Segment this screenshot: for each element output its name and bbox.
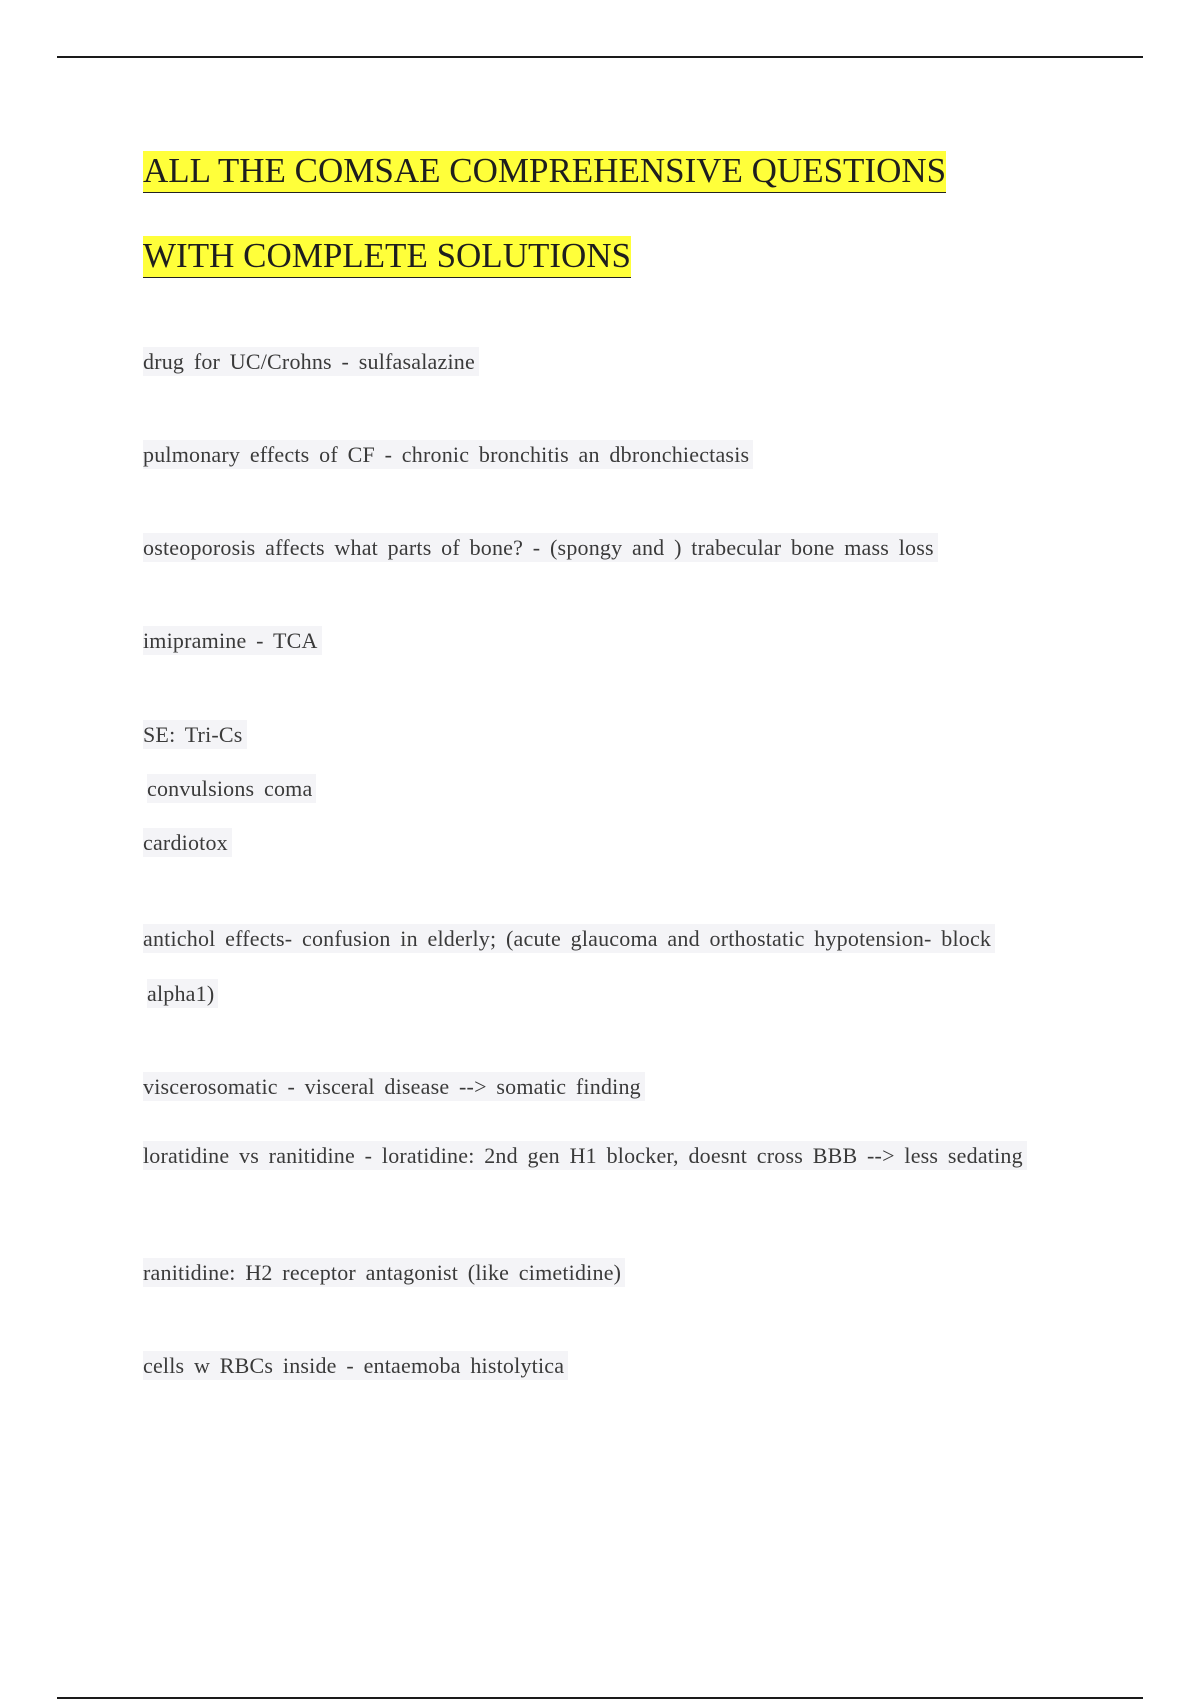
document-title-line-1: ALL THE COMSAE COMPREHENSIVE QUESTIONS — [143, 150, 946, 192]
footer-rule — [57, 1697, 1143, 1699]
qa-line-viscerosomatic: viscerosomatic - visceral disease --> somatic finding — [143, 1070, 645, 1104]
document-title-line-2: WITH COMPLETE SOLUTIONS — [143, 235, 631, 277]
qa-line-convulsions: convulsions coma — [147, 772, 316, 806]
qa-line-imipramine: imipramine - TCA — [143, 624, 322, 658]
qa-line-ranitidine: ranitidine: H2 receptor antagonist (like cimetidine) — [143, 1256, 625, 1290]
qa-line-entamoeba: cells w RBCs inside - entaemoba histolytica — [143, 1349, 568, 1383]
header-rule — [57, 56, 1143, 58]
qa-line-antichol: antichol effects- confusion in elderly; (acute glaucoma and orthostatic hypotension- block — [143, 922, 995, 956]
qa-line-alpha1: alpha1) — [147, 977, 218, 1011]
qa-line-cf: pulmonary effects of CF - chronic bronchitis an dbronchiectasis — [143, 438, 753, 472]
qa-line-osteoporosis: osteoporosis affects what parts of bone? - (spongy and ) trabecular bone mass loss — [143, 531, 938, 565]
qa-line-cardiotox: cardiotox — [143, 826, 232, 860]
qa-line-ucrohns: drug for UC/Crohns - sulfasalazine — [143, 345, 479, 379]
qa-line-side-effects: SE: Tri-Cs — [143, 718, 247, 752]
qa-line-loratidine: loratidine vs ranitidine - loratidine: 2nd gen H1 blocker, doesnt cross BBB --> less sedating — [143, 1139, 1027, 1173]
